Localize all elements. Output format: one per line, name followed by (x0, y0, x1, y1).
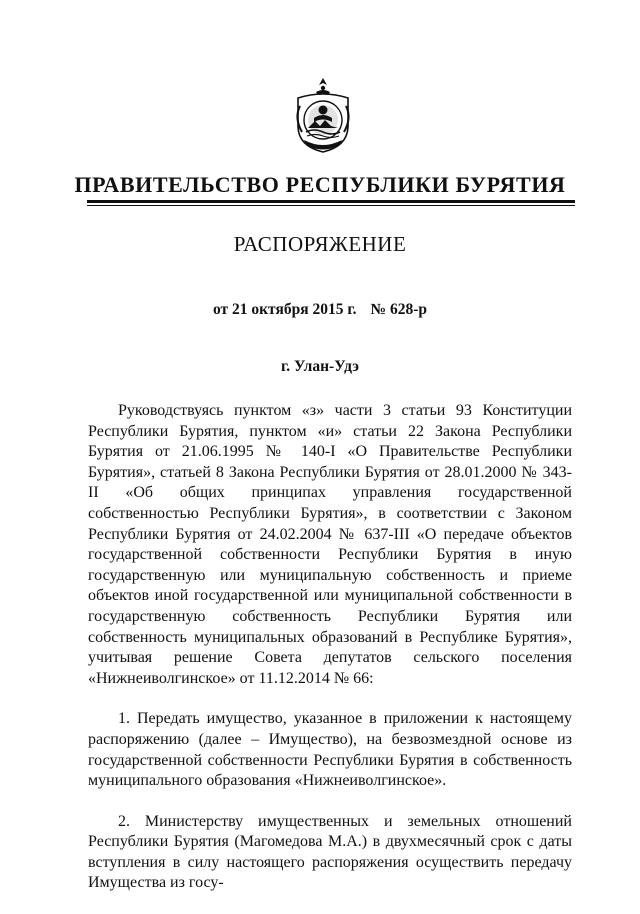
header-rule-thick (87, 200, 575, 203)
document-number: № 628-р (370, 301, 428, 318)
document-city: г. Улан-Удэ (280, 358, 359, 375)
body-paragraph: 1. Передать имущество, указанное в приложении к настоящему распоряжению (далее – Имущество), на безвозмездной основе из государственной собственности Республики Бурятия в собственность муниципального образования «Нижнеиволгинское». (88, 710, 572, 790)
header-rule-thin (87, 205, 575, 206)
coat-of-arms-icon (290, 76, 356, 154)
organization-title: ПРАВИТЕЛЬСТВО РЕСПУБЛИКИ БУРЯТИЯ (74, 172, 566, 197)
document-type: РАСПОРЯЖЕНИЕ (233, 232, 407, 256)
document-date-line (0, 301, 640, 319)
body-paragraph: 2. Министерству имущественных и земельных отношений Республики Бурятия (Магомедова М.А.) в двухмесячный срок с даты вступления в силу настоящего распоряжения осуществить передачу Имущества из госу- (88, 812, 572, 892)
document-body (88, 401, 572, 914)
body-paragraph: Руководствуясь пунктом «з» части 3 статьи 93 Конституции Республики Бурятия, пунктом «и» статьи 22 Закона Республики Бурятия от 21.06.1995 № 140-I «О Правительстве Республики Бурятия», статьей 8 Закона Республики Бурятия от 28.01.2000 № 343-II «Об общих принципах управления государственной собственностью Республики Бурятия», в соответствии с Законом Республики Бурятия от 24.02.2004 № 637-III «О передаче объектов государственной собственности Республики Бурятия в иную государственную или муниципальную собственность и приеме объектов иной государственной или муниципальной собственности в государственную собственность Республики Бурятия или собственность муниципальных образований в Республике Бурятия», учитывая решение Совета депутатов сельского поселения «Нижнеиволгинское» от 11.12.2014 № 66: (88, 402, 572, 687)
document-date: от 21 октября 2015 г. (212, 301, 357, 318)
